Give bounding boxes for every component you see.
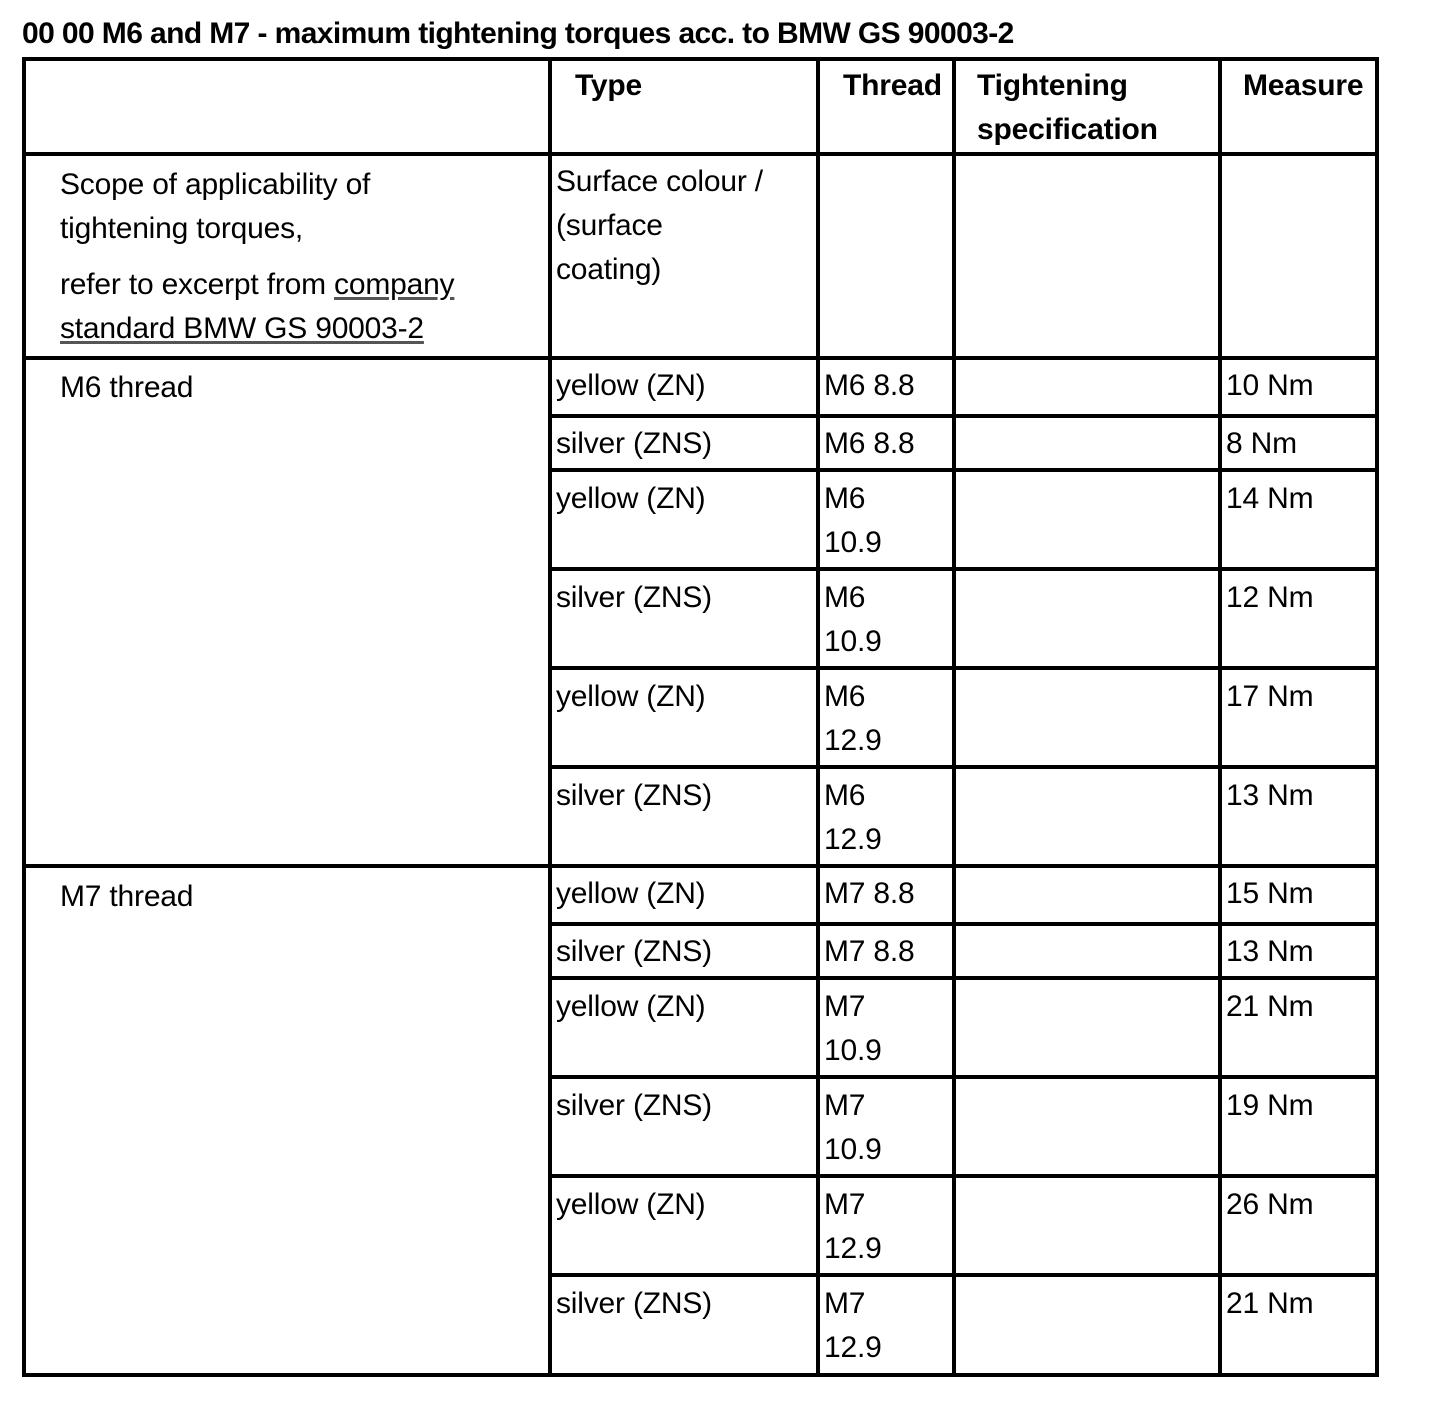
page-title: 00 00 M6 and M7 - maximum tightening torques acc. to BMW GS 90003-2 [22,17,1014,50]
surface-colour-line1: Surface colour / [556,165,763,198]
row-type: silver (ZNS) [556,1287,712,1320]
row-divider [548,922,1379,926]
header-measure: Measure [1243,69,1364,102]
company-standard-link[interactable]: company [334,268,455,301]
row-measure: 15 Nm [1226,877,1314,910]
row-thread: M6 8.8 [824,369,915,402]
row-type: yellow (ZN) [556,482,706,515]
row-thread: M7 [824,1287,866,1320]
row-thread-grade: 10.9 [824,625,882,658]
row-thread-grade: 12.9 [824,1232,882,1265]
row-type: silver (ZNS) [556,779,712,812]
row-type: yellow (ZN) [556,990,706,1023]
column-divider [816,57,820,1377]
column-divider [1218,57,1222,1377]
row-measure: 8 Nm [1226,427,1297,460]
row-measure: 13 Nm [1226,779,1314,812]
row-divider [22,356,1379,360]
company-standard-link-line2[interactable]: standard BMW GS 90003-2 [60,312,424,345]
row-thread-grade: 10.9 [824,526,882,559]
row-type: silver (ZNS) [556,427,712,460]
row-measure: 21 Nm [1226,990,1314,1023]
group-label-m7: M7 thread [60,880,194,913]
row-type: silver (ZNS) [556,1089,712,1122]
group-label-m6: M6 thread [60,371,194,404]
column-divider [952,57,956,1377]
row-divider [548,666,1379,670]
column-divider [548,57,552,1377]
row-measure: 13 Nm [1226,935,1314,968]
row-divider [22,152,1379,156]
row-thread: M7 [824,1188,866,1221]
row-type: yellow (ZN) [556,369,706,402]
row-measure: 21 Nm [1226,1287,1314,1320]
row-divider [548,414,1379,418]
row-divider [22,864,1379,868]
row-thread: M7 8.8 [824,935,915,968]
row-thread-grade: 12.9 [824,823,882,856]
surface-colour-line3: coating) [556,253,662,286]
row-thread-grade: 10.9 [824,1034,882,1067]
row-divider [548,976,1379,980]
row-thread: M6 [824,680,866,713]
row-divider [548,1075,1379,1079]
header-spec-line1: Tightening [977,69,1128,102]
row-type: silver (ZNS) [556,935,712,968]
row-thread-grade: 12.9 [824,724,882,757]
row-measure: 12 Nm [1226,581,1314,614]
row-measure: 17 Nm [1226,680,1314,713]
row-type: yellow (ZN) [556,1188,706,1221]
row-thread: M6 [824,581,866,614]
row-divider [548,1174,1379,1178]
scope-line3: refer to excerpt from company [60,268,455,301]
row-thread: M6 8.8 [824,427,915,460]
row-thread: M7 [824,1089,866,1122]
row-divider [548,468,1379,472]
row-measure: 19 Nm [1226,1089,1314,1122]
row-measure: 26 Nm [1226,1188,1314,1221]
row-type: yellow (ZN) [556,680,706,713]
row-type: yellow (ZN) [556,877,706,910]
row-measure: 14 Nm [1226,482,1314,515]
row-thread: M7 8.8 [824,877,915,910]
row-thread: M7 [824,990,866,1023]
row-measure: 10 Nm [1226,369,1314,402]
row-type: silver (ZNS) [556,581,712,614]
header-thread: Thread [843,69,942,102]
row-thread: M6 [824,779,866,812]
header-spec-line2: specification [977,113,1158,146]
header-type: Type [575,69,642,102]
row-thread-grade: 12.9 [824,1331,882,1364]
row-divider [548,1273,1379,1277]
scope-line1: Scope of applicability of [60,168,371,201]
row-thread-grade: 10.9 [824,1133,882,1166]
scope-line2: tightening torques, [60,212,304,245]
surface-colour-line2: (surface [556,209,663,242]
row-divider [548,765,1379,769]
row-thread: M6 [824,482,866,515]
row-divider [548,567,1379,571]
